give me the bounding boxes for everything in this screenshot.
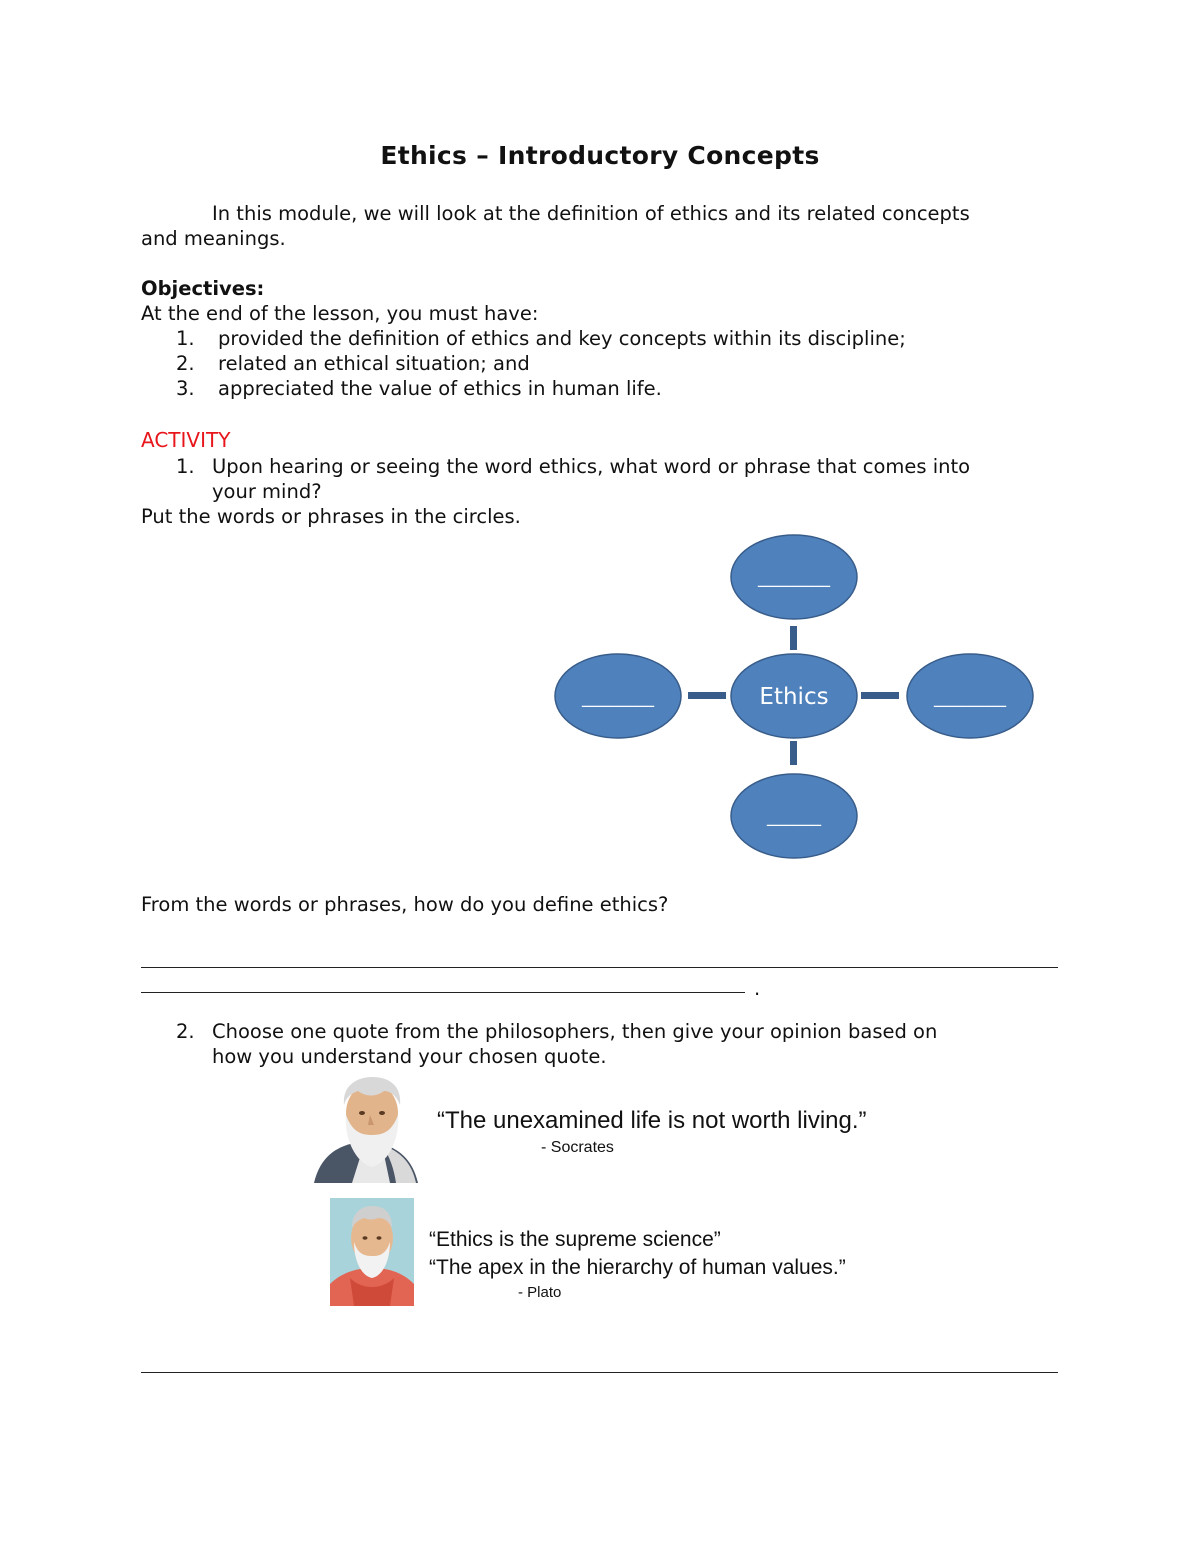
concept-map [540, 525, 1050, 870]
answer-line-3[interactable] [141, 1372, 1058, 1373]
answer-end-period: . [754, 977, 761, 1000]
intro-line-2: and meanings. [141, 227, 286, 250]
list-text: appreciated the value of ethics in human life. [218, 377, 662, 400]
socrates-portrait [312, 1075, 420, 1185]
socrates-quote: “The unexamined life is not worth living.” [437, 1107, 867, 1134]
question-2-line-1: Choose one quote from the philosophers, then give your opinion based on [212, 1020, 938, 1043]
question-2-number: 2. [176, 1020, 195, 1043]
list-number: 3. [176, 377, 195, 400]
intro-line-1: In this module, we will look at the definition of ethics and its related concepts [212, 202, 970, 225]
circles-instruction: Put the words or phrases in the circles. [141, 505, 521, 528]
plato-quote-line-1: “Ethics is the supreme science” [429, 1228, 721, 1251]
plato-portrait [330, 1198, 414, 1306]
connector-bottom [790, 741, 797, 765]
connector-left [688, 692, 726, 699]
circle-left-blank: ________ [582, 687, 654, 708]
answer-line-1[interactable] [141, 967, 1058, 968]
circle-center-label: Ethics [759, 684, 829, 710]
answer-line-2[interactable] [141, 992, 745, 993]
connector-top [790, 626, 797, 650]
activity-heading: ACTIVITY [141, 428, 231, 452]
plato-quote-line-2: “The apex in the hierarchy of human values.” [429, 1256, 846, 1279]
circle-bottom-blank: ______ [767, 806, 821, 827]
page-title: Ethics – Introductory Concepts [380, 141, 820, 170]
circle-top-blank: ________ [758, 567, 830, 588]
list-number: 1. [176, 327, 195, 350]
circle-right-blank: ________ [934, 687, 1006, 708]
list-text: related an ethical situation; and [218, 352, 530, 375]
socrates-author: - Socrates [541, 1139, 614, 1156]
list-text: provided the definition of ethics and key concepts within its discipline; [218, 327, 906, 350]
objectives-lead: At the end of the lesson, you must have: [141, 302, 539, 325]
objectives-heading: Objectives: [141, 277, 265, 300]
define-prompt: From the words or phrases, how do you define ethics? [141, 893, 669, 916]
plato-author: - Plato [518, 1284, 562, 1301]
question-1-line-2: your mind? [212, 480, 322, 503]
question-2-line-2: how you understand your chosen quote. [212, 1045, 607, 1068]
connector-right [861, 692, 899, 699]
question-1-number: 1. [176, 455, 195, 478]
question-1-line-1: Upon hearing or seeing the word ethics, what word or phrase that comes into [212, 455, 971, 478]
list-number: 2. [176, 352, 195, 375]
